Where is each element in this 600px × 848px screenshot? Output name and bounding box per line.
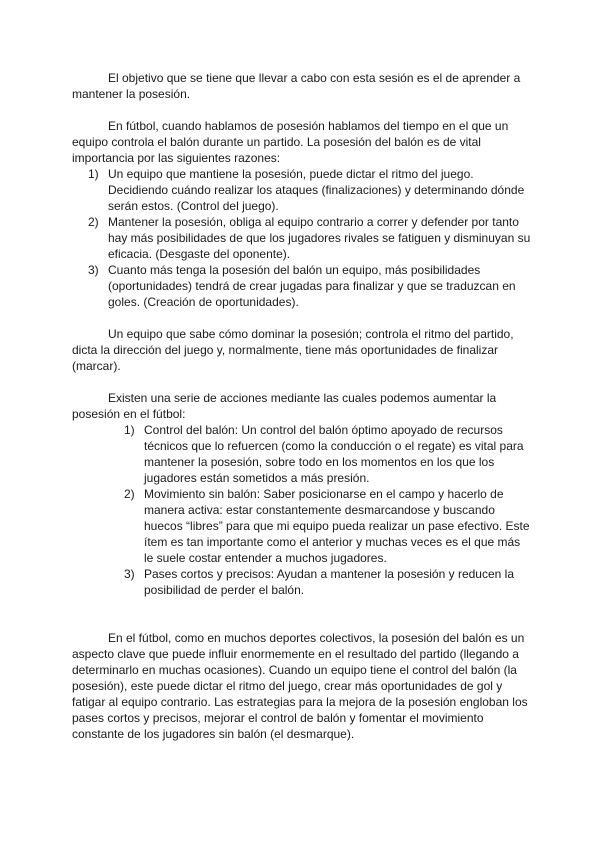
paragraph-gap [72, 598, 532, 614]
paragraph-gap [72, 310, 532, 326]
action-item [72, 566, 532, 598]
list-number: 2) [124, 487, 135, 501]
reason-item [72, 214, 532, 262]
paragraph-gap [72, 102, 532, 118]
action-item [72, 486, 532, 566]
list-number: 2) [88, 215, 99, 229]
paragraph-gap [72, 374, 532, 390]
list-item-text: Cuanto más tenga la posesión del balón un equipo, más posibilidades (oportunidades) tendrá de crear jugadas para finalizar y que se traduzcan en goles. (Creación de oportunidades). [108, 263, 516, 309]
document-page [72, 70, 532, 742]
list-item-text: Control del balón: Un control del balón óptimo apoyado de recursos técnicos que lo refuercen (como la conducción o el regate) es vital para mantener la posesión, sobre todo en los momentos en los que los jugadores están sometidos a más presión. [144, 423, 524, 485]
action-item [72, 422, 532, 486]
actions-intro-paragraph: Existen una serie de acciones mediante las cuales podemos aumentar la posesión en el fútbol: [72, 391, 497, 421]
reason-item [72, 262, 532, 310]
intro-paragraph: El objetivo que se tiene que llevar a cabo con esta sesión es el de aprender a mantener la posesión. [72, 71, 521, 101]
reason-item [72, 166, 532, 214]
conclusion-paragraph: En el fútbol, como en muchos deportes colectivos, la posesión del balón es un aspecto clave que puede influir enormemente en el resultado del partido (llegando a determinarlo en muchas ocasiones). Cuando un equipo tiene el control del balón (la posesión), este puede dictar el ritmo del juego, crear más oportunidades de gol y fatigar al equipo contrario. Las estrategias para la mejora de la posesión engloban los pases cortos y precisos, mejorar el control de balón y fomentar el movimiento constante de los jugadores sin balón (el desmarque). [72, 631, 528, 741]
list-item-text: Mantener la posesión, obliga al equipo contrario a correr y defender por tanto hay más posibilidades de que los jugadores rivales se fatiguen y disminuyan su eficacia. (Desgaste del oponente). [108, 215, 531, 261]
dominance-paragraph: Un equipo que sabe cómo dominar la posesión; controla el ritmo del partido, dicta la dirección del juego y, normalmente, tiene más oportunidades de finalizar (marcar). [72, 327, 514, 373]
list-number: 3) [88, 263, 99, 277]
paragraph-gap [72, 614, 532, 630]
list-item-text: Pases cortos y precisos: Ayudan a mantener la posesión y reducen la posibilidad de perder el balón. [144, 567, 514, 597]
list-item-text: Movimiento sin balón: Saber posicionarse en el campo y hacerlo de manera activa: estar constantemente desmarcandose y buscando huecos “libres” para que mi equipo pueda realizar un pase efectivo. Este ítem es tan importante como el anterior y muchas veces es el que más le suele costar entender a muchos jugadores. [144, 487, 530, 565]
possession-definition-paragraph: En fútbol, cuando hablamos de posesión hablamos del tiempo en el que un equipo controla el balón durante un partido. La posesión del balón es de vital importancia por las siguientes razones: [72, 119, 509, 165]
list-number: 1) [124, 423, 135, 437]
list-item-text: Un equipo que mantiene la posesión, puede dictar el ritmo del juego. Decidiendo cuándo realizar los ataques (finalizaciones) y determinando dónde serán estos. (Control del juego). [108, 167, 525, 213]
reasons-list [72, 166, 532, 310]
list-number: 3) [124, 567, 135, 581]
list-number: 1) [88, 167, 99, 181]
actions-list [72, 422, 532, 598]
